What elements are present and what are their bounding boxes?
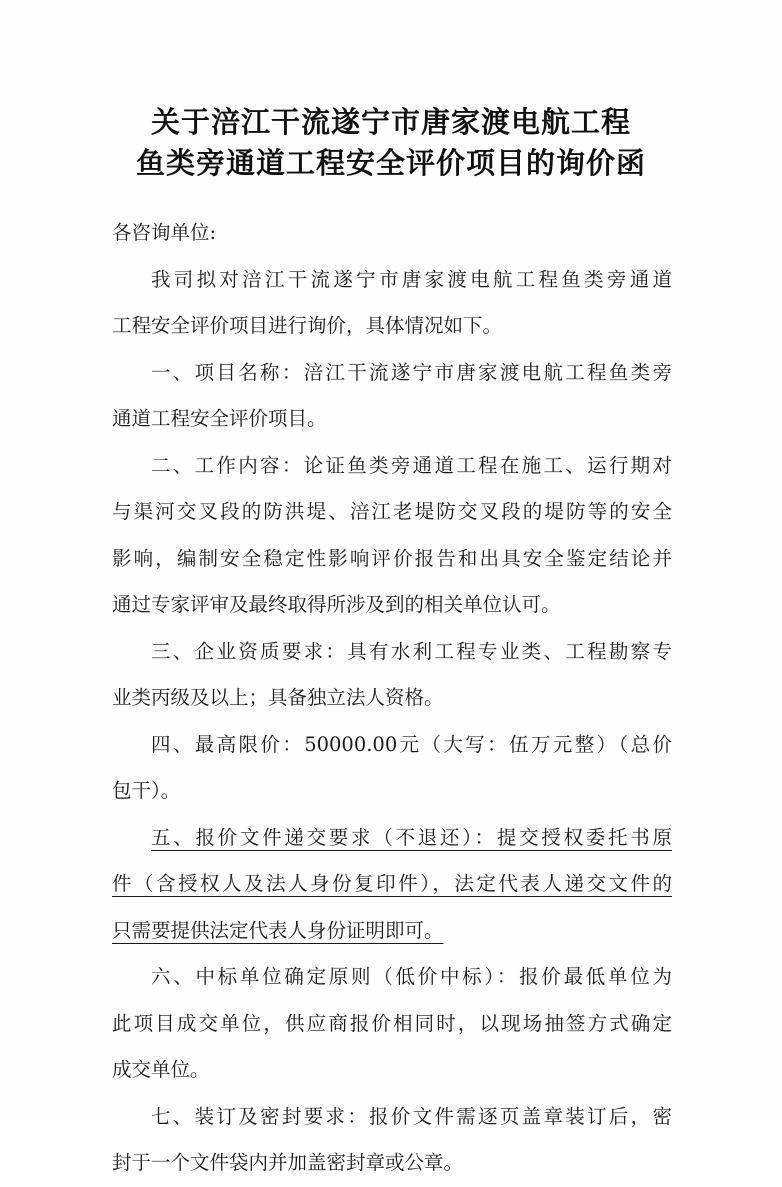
paragraph-line: 三、企业资质要求：具有水利工程专业类、工程勘察专 [151,639,672,663]
document-title-line-1: 关于涪江干流遂宁市唐家渡电航工程 [150,105,631,139]
document-title-line-2: 鱼类旁通道工程安全评价项目的询价函 [135,146,646,180]
paragraph-line-underlined: 只需要提供法定代表人身份证明即可。 [112,918,444,942]
paragraph-line-underlined: 五、报价文件递交要求（不退还）：提交授权委托书原 [151,825,672,849]
paragraph-line: 七、装订及密封要求：报价文件需逐页盖章装订后，密 [151,1104,672,1128]
paragraph-price-limit [112,722,672,815]
paragraph-work-content [112,443,672,629]
paragraph-line: 成交单位。 [112,1058,210,1081]
paragraph-binding-sealing [112,1094,672,1187]
paragraph-line: 六、中标单位确定原则（低价中标）：报价最低单位为 [151,965,672,988]
paragraph-line: 影响，编制安全稳定性影响评价报告和出具安全鉴定结论并 [112,546,672,570]
paragraph-line: 包干）。 [112,779,181,802]
paragraph-line: 封于一个文件袋内并加盖密封章或公章。 [112,1151,464,1174]
paragraph-line: 一、项目名称：涪江干流遂宁市唐家渡电航工程鱼类旁 [151,360,672,384]
salutation: 各咨询单位: [112,221,217,244]
paragraph-line: 业类丙级及以上；具备独立法人资格。 [112,686,444,709]
paragraph-winner-principle [112,954,672,1094]
paragraph-qualification [112,629,672,722]
paragraph-line: 我司拟对涪江干流遂宁市唐家渡电航工程鱼类旁通道 [151,267,672,291]
paragraph-line: 通道工程安全评价项目。 [112,407,327,430]
paragraph-line: 通过专家评审及最终取得所涉及到的相关单位认可。 [112,593,561,616]
paragraph-submission-requirements [112,815,672,955]
paragraph-intro [112,257,672,350]
paragraph-line: 二、工作内容：论证鱼类旁通道工程在施工、运行期对 [151,453,672,477]
paragraph-line: 工程安全评价项目进行询价，具体情况如下。 [112,314,503,337]
paragraph-line: 与渠河交叉段的防洪堤、涪江老堤防交叉段的堤防等的安全 [112,500,672,523]
paragraph-line: 四、最高限价：50000.00元（大写：伍万元整）（总价 [151,732,672,756]
paragraph-line: 此项目成交单位，供应商报价相同时，以现场抽签方式确定 [112,1011,672,1035]
paragraph-line-underlined: 件（含授权人及法人身份复印件），法定代表人递交文件的 [112,872,672,895]
document-body [112,210,672,1187]
paragraph-project-name [112,350,672,443]
